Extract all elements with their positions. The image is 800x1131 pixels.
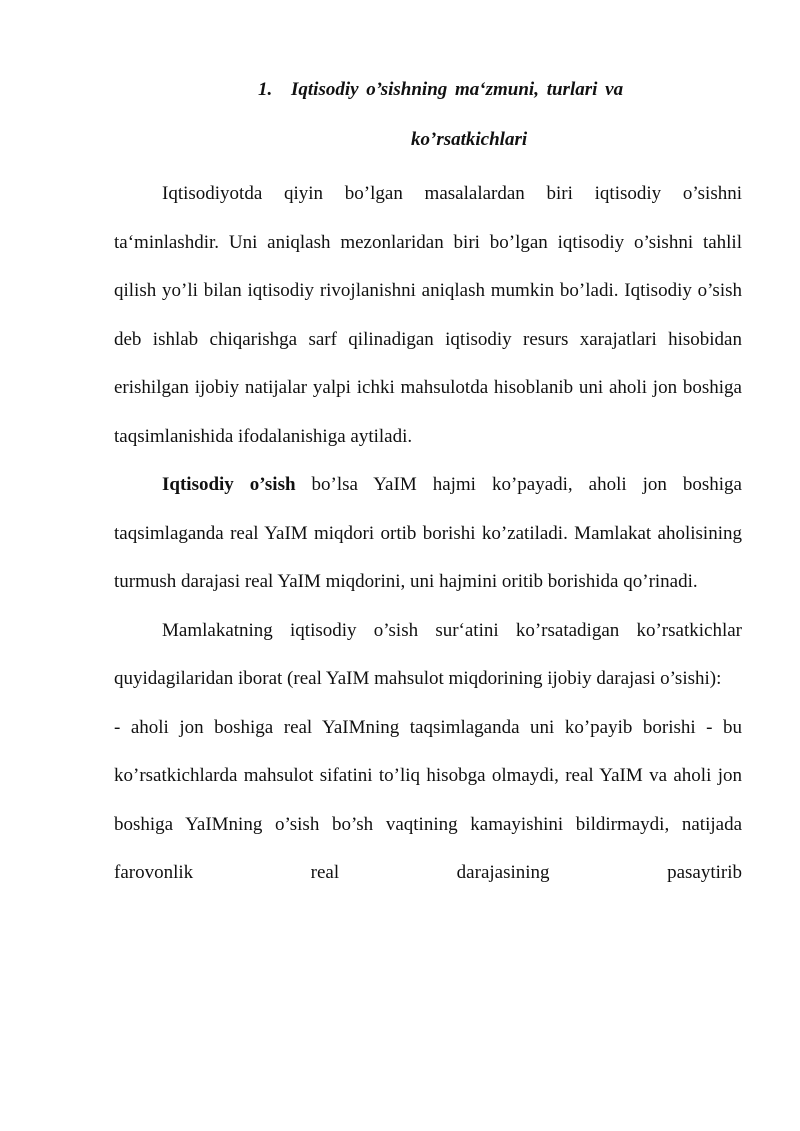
term-economic-growth: Iqtisodiy o’sish (162, 474, 296, 495)
body-text (114, 170, 742, 898)
paragraph-2-text: bo’lsa YaIM hajmi ko’payadi, aholi jon boshiga taqsimlaganda real YaIM miqdori ortib borishi ko’zatiladi. Mamlakat aholisining turmush darajasi real YaIM miqdorini, uni hajmini oritib borishida qo’rinadi. (114, 474, 742, 592)
paragraph-3: Mamlakatning iqtisodiy o’sish sur‘atini ko’rsatadigan ko’rsatkichlar quyidagilaridan iborat (real YaIM mahsulot miqdorining ijobiy darajasi o’sishi): (114, 619, 742, 689)
section-number: 1. (258, 79, 273, 100)
paragraph-4: - aholi jon boshiga real YaIMning taqsimlaganda uni ko’payib borishi - bu ko’rsatkichlarda mahsulot sifatini to’liq hisobga olmaydi, real YaIM va aholi jon boshiga YaIMning o’sish bo’sh vaqtining kamayishini bildirmaydi, natijada farovonlik real darajasining pasaytirib (114, 716, 742, 883)
paragraph-2 (114, 461, 742, 607)
section-title-part-2: ko’rsatkichlari (411, 129, 528, 150)
paragraph-1: Iqtisodiyotda qiyin bo’lgan masalalardan biri iqtisodiy o’sishni ta‘minlashdir. Uni aniqlash mezonlaridan biri bo’lgan iqtisodiy o’sishni tahlil qilish yo’li bilan iqtisodiy rivojlanishni aniqlash mumkin bo’ladi. Iqtisodiy o’sish deb ishlab chiqarishga sarf qilinadigan iqtisodiy resurs xarajatlari hisobidan erishilgan ijobiy natijalar yalpi ichki mahsulotda hisoblanib uni aholi jon boshiga taqsimlanishida ifodalanishiga aytiladi. (114, 183, 742, 447)
section-title-part-1: Iqtisodiy o’sishning ma‘zmuni, turlari va (291, 79, 624, 100)
